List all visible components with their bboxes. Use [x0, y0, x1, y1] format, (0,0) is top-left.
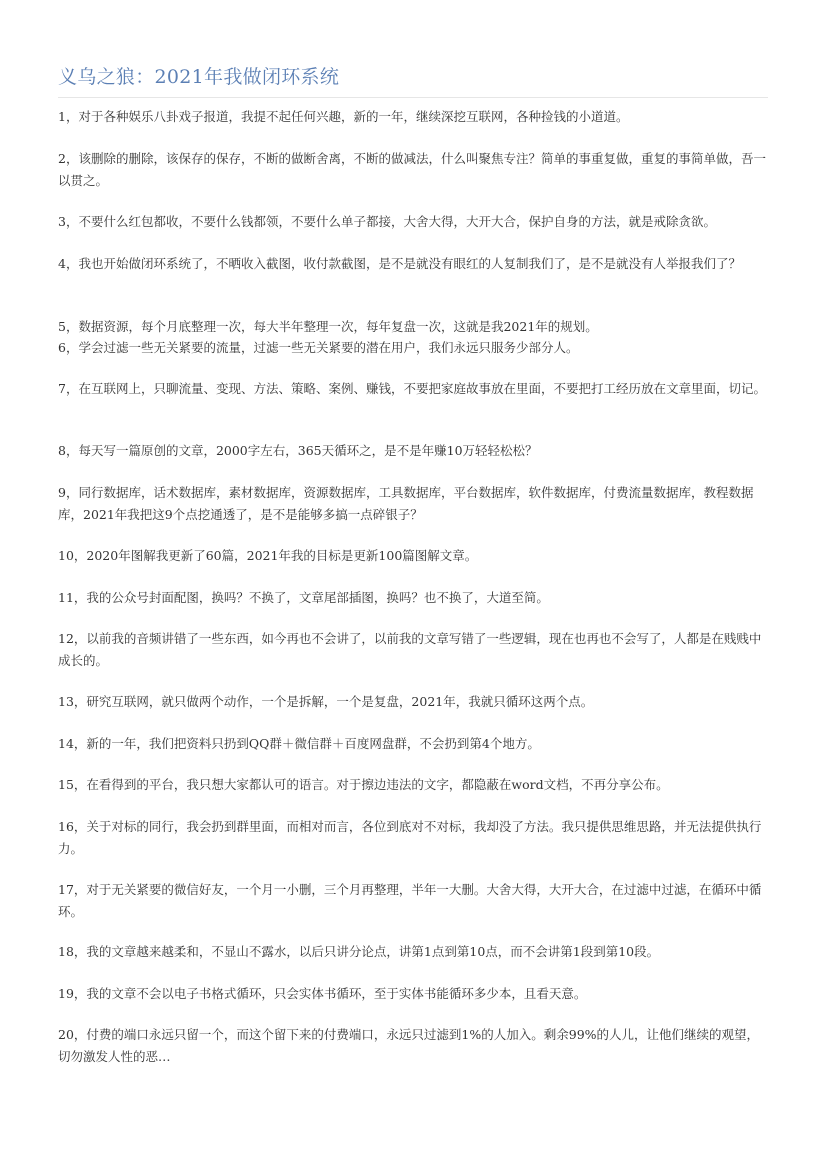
paragraph-15: 15，在看得到的平台，我只想大家都认可的语言。对于擦边违法的文字，都隐蔽在word文档，不再分享公布。 — [58, 777, 669, 792]
paragraph-2: 2，该删除的删除，该保存的保存，不断的做断舍离，不断的做减法，什么叫聚焦专注？简单的事重复做，重复的事简单做，吾一以贯之。 — [58, 151, 766, 188]
paragraph-1: 1，对于各种娱乐八卦戏子报道，我提不起任何兴趣，新的一年，继续深挖互联网，各种捡钱的小道道。 — [58, 109, 629, 124]
paragraph-10: 10，2020年图解我更新了60篇，2021年我的目标是更新100篇图解文章。 — [58, 548, 478, 563]
paragraph-18: 18，我的文章越来越柔和，不显山不露水，以后只讲分论点，讲第1点到第10点，而不会讲第1段到第10段。 — [58, 944, 660, 959]
paragraph-6: 6，学会过滤一些无关紧要的流量，过滤一些无关紧要的潜在用户，我们永远只服务少部分人。 — [58, 340, 579, 355]
paragraph-12: 12，以前我的音频讲错了一些东西，如今再也不会讲了，以前我的文章写错了一些逻辑，现在也再也不会写了，人都是在贱贱中成长的。 — [58, 631, 762, 668]
paragraph-16: 16，关于对标的同行，我会扔到群里面，而相对而言，各位到底对不对标，我却没了方法。我只提供思维思路，并无法提供执行力。 — [58, 819, 762, 856]
page-title: 义乌之狼：2021年我做闭环系统 — [58, 66, 340, 88]
paragraph-19: 19，我的文章不会以电子书格式循环，只会实体书循环，至于实体书能循环多少本，且看天意。 — [58, 986, 587, 1001]
paragraph-7: 7，在互联网上，只聊流量、变现、方法、策略、案例、赚钱，不要把家庭故事放在里面，不要把打工经历放在文章里面，切记。 — [58, 381, 766, 396]
paragraph-9: 9，同行数据库，话术数据库，素材数据库，资源数据库，工具数据库，平台数据库，软件数据库，付费流量数据库，教程数据库，2021年我把这9个点挖通透了，是不是能够多搞一点碎银子？ — [58, 485, 754, 522]
paragraph-14: 14，新的一年，我们把资料只扔到QQ群＋微信群＋百度网盘群，不会扔到第4个地方。 — [58, 736, 540, 751]
title-divider — [58, 97, 768, 98]
paragraph-8: 8，每天写一篇原创的文章，2000字左右，365天循环之，是不是年赚10万轻轻松松？ — [58, 443, 538, 458]
paragraph-5: 5，数据资源，每个月底整理一次，每大半年整理一次，每年复盘一次，这就是我2021年的规划。 — [58, 319, 598, 334]
paragraph-11: 11，我的公众号封面配图，换吗？不换了，文章尾部插图，换吗？也不换了，大道至简。 — [58, 590, 549, 605]
paragraph-4: 4，我也开始做闭环系统了，不晒收入截图，收付款截图，是不是就没有眼红的人复制我们了，是不是就没有人举报我们了？ — [58, 256, 741, 271]
paragraph-3: 3，不要什么红包都收，不要什么钱都领，不要什么单子都接，大舍大得，大开大合，保护自身的方法，就是戒除贪欲。 — [58, 214, 716, 229]
paragraph-20: 20，付费的端口永远只留一个，而这个留下来的付费端口，永远只过滤到1%的人加入。剩余99%的人儿，让他们继续的观望，切勿激发人性的恶… — [58, 1027, 760, 1064]
paragraph-17: 17，对于无关紧要的微信好友，一个月一小删，三个月再整理，半年一大删。大舍大得，大开大合，在过滤中过滤，在循环中循环。 — [58, 882, 762, 919]
paragraph-13: 13，研究互联网，就只做两个动作，一个是拆解，一个是复盘，2021年，我就只循环这两个点。 — [58, 694, 594, 709]
